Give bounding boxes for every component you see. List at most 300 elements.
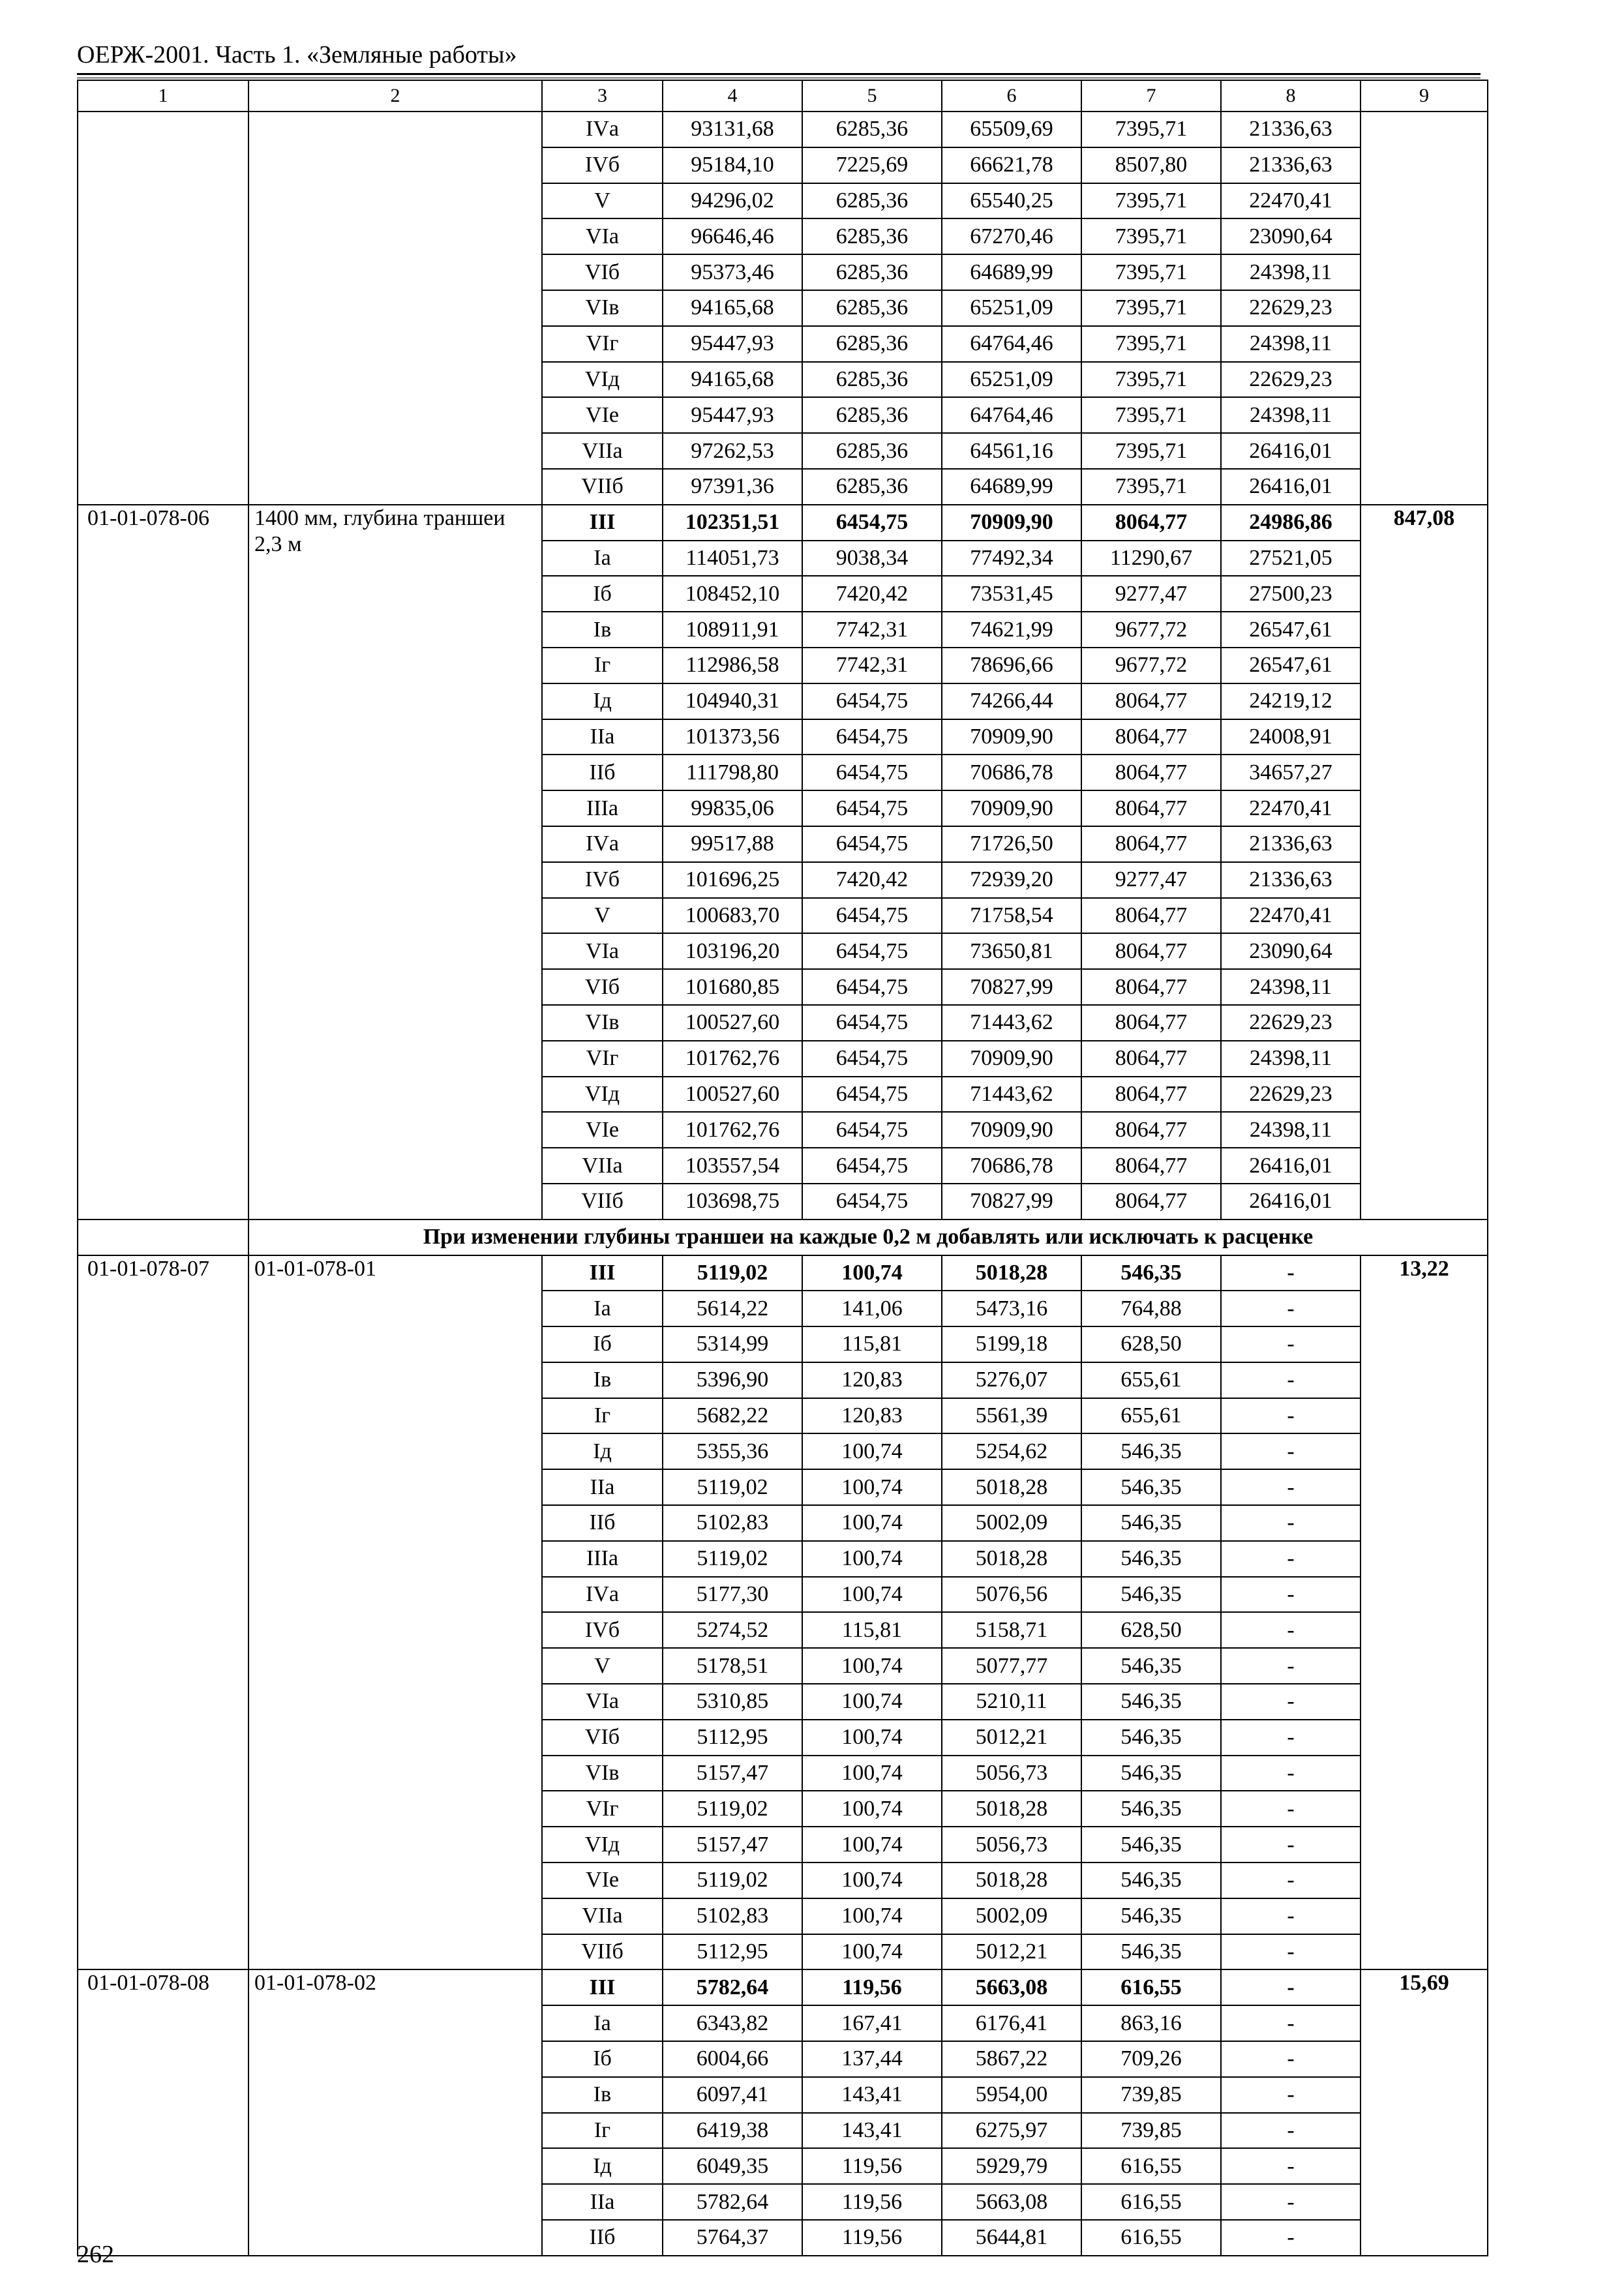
- value-col-5: 6454,75: [802, 505, 942, 541]
- value-col-6: 5002,09: [942, 1505, 1081, 1541]
- value-col-4: 5682,22: [663, 1398, 802, 1434]
- value-col-6: 64561,16: [942, 433, 1081, 469]
- column-number-row: [78, 80, 1488, 112]
- value-col-4: 5764,37: [663, 2220, 802, 2256]
- value-col-4: 6343,82: [663, 2005, 802, 2041]
- value-col-6: 70686,78: [942, 755, 1081, 790]
- value-col-8: -: [1221, 1291, 1361, 1326]
- value-col-8: 26416,01: [1221, 433, 1361, 469]
- value-col-5: 143,41: [802, 2077, 942, 2113]
- value-col-4: 114051,73: [663, 541, 802, 576]
- value-col-8: -: [1221, 1791, 1361, 1827]
- value-col-6: 5663,08: [942, 2184, 1081, 2220]
- value-col-5: 100,74: [802, 1469, 942, 1505]
- value-col-4: 97391,36: [663, 469, 802, 505]
- value-col-7: 8064,77: [1081, 1148, 1221, 1184]
- region-zone: Iб: [542, 1326, 663, 1362]
- value-col-6: 70827,99: [942, 969, 1081, 1005]
- table-row: [78, 1255, 1488, 1291]
- value-col-5: 6454,75: [802, 933, 942, 969]
- value-col-5: 119,56: [802, 2220, 942, 2256]
- region-zone: VIб: [542, 969, 663, 1005]
- region-zone: IIа: [542, 1469, 663, 1505]
- value-col-8: 34657,27: [1221, 755, 1361, 790]
- value-col-6: 5018,28: [942, 1255, 1081, 1291]
- labor-total: 15,69: [1361, 1969, 1488, 2255]
- value-col-6: 5018,28: [942, 1541, 1081, 1577]
- value-col-5: 100,74: [802, 1827, 942, 1863]
- value-col-8: -: [1221, 1612, 1361, 1648]
- region-zone: IVб: [542, 1612, 663, 1648]
- value-col-5: 100,74: [802, 1541, 942, 1577]
- region-zone: VIд: [542, 1077, 663, 1113]
- value-col-5: 6285,36: [802, 112, 942, 147]
- value-col-7: 546,35: [1081, 1934, 1221, 1970]
- value-col-4: 5112,95: [663, 1934, 802, 1970]
- value-col-5: 7742,31: [802, 648, 942, 683]
- value-col-7: 546,35: [1081, 1756, 1221, 1791]
- value-col-5: 119,56: [802, 2148, 942, 2184]
- value-col-6: 70909,90: [942, 790, 1081, 826]
- value-col-5: 6285,36: [802, 183, 942, 219]
- table-row: [78, 505, 1488, 541]
- value-col-5: 120,83: [802, 1362, 942, 1398]
- value-col-6: 74266,44: [942, 683, 1081, 719]
- value-col-6: 73650,81: [942, 933, 1081, 969]
- rate-code: [78, 112, 248, 505]
- value-col-4: 5119,02: [663, 1255, 802, 1291]
- value-col-6: 71443,62: [942, 1077, 1081, 1113]
- region-zone: IVб: [542, 147, 663, 183]
- value-col-4: 5396,90: [663, 1362, 802, 1398]
- value-col-7: 8064,77: [1081, 969, 1221, 1005]
- value-col-7: 8064,77: [1081, 1005, 1221, 1041]
- value-col-7: 8064,77: [1081, 790, 1221, 826]
- value-col-6: 5663,08: [942, 1969, 1081, 2005]
- value-col-4: 5119,02: [663, 1863, 802, 1898]
- value-col-5: 6454,75: [802, 1005, 942, 1041]
- value-col-6: 6176,41: [942, 2005, 1081, 2041]
- value-col-5: 6285,36: [802, 290, 942, 326]
- value-col-4: 5274,52: [663, 1612, 802, 1648]
- value-col-6: 71726,50: [942, 826, 1081, 862]
- value-col-7: 546,35: [1081, 1863, 1221, 1898]
- header-rule-thick: [77, 73, 1481, 75]
- value-col-6: 5012,21: [942, 1934, 1081, 1970]
- value-col-7: 546,35: [1081, 1898, 1221, 1934]
- value-col-8: 21336,63: [1221, 862, 1361, 898]
- value-col-5: 143,41: [802, 2113, 942, 2149]
- value-col-4: 96646,46: [663, 218, 802, 254]
- value-col-8: -: [1221, 1326, 1361, 1362]
- value-col-6: 5954,00: [942, 2077, 1081, 2113]
- value-col-5: 6285,36: [802, 218, 942, 254]
- value-col-5: 6454,75: [802, 1112, 942, 1148]
- labor-total: 847,08: [1361, 505, 1488, 1219]
- value-col-4: 101680,85: [663, 969, 802, 1005]
- region-zone: III: [542, 1969, 663, 2005]
- value-col-4: 5782,64: [663, 2184, 802, 2220]
- value-col-4: 95447,93: [663, 397, 802, 433]
- region-zone: VIе: [542, 397, 663, 433]
- column-header-2: 2: [248, 80, 542, 112]
- value-col-5: 119,56: [802, 1969, 942, 2005]
- value-col-7: 8064,77: [1081, 898, 1221, 934]
- value-col-5: 7420,42: [802, 862, 942, 898]
- region-zone: VIIа: [542, 1148, 663, 1184]
- value-col-8: -: [1221, 1505, 1361, 1541]
- region-zone: IIа: [542, 2184, 663, 2220]
- value-col-6: 70827,99: [942, 1184, 1081, 1219]
- value-col-5: 6285,36: [802, 433, 942, 469]
- value-col-8: 22470,41: [1221, 183, 1361, 219]
- value-col-5: 120,83: [802, 1398, 942, 1434]
- page-number: 262: [77, 2241, 114, 2268]
- value-col-7: 7395,71: [1081, 397, 1221, 433]
- column-header-3: 3: [542, 80, 663, 112]
- region-zone: Iв: [542, 612, 663, 648]
- region-zone: Iг: [542, 2113, 663, 2149]
- note-text: При изменении глубины траншеи на каждые 0,2 м добавлять или исключать к расценке: [248, 1219, 1488, 1255]
- value-col-4: 100527,60: [663, 1005, 802, 1041]
- value-col-5: 100,74: [802, 1505, 942, 1541]
- value-col-7: 546,35: [1081, 1827, 1221, 1863]
- value-col-8: -: [1221, 1577, 1361, 1613]
- value-col-6: 5473,16: [942, 1291, 1081, 1326]
- value-col-7: 8064,77: [1081, 1077, 1221, 1113]
- value-col-6: 70686,78: [942, 1148, 1081, 1184]
- value-col-8: 24008,91: [1221, 719, 1361, 755]
- value-col-6: 71443,62: [942, 1005, 1081, 1041]
- value-col-7: 7395,71: [1081, 218, 1221, 254]
- value-col-8: 22470,41: [1221, 898, 1361, 934]
- value-col-6: 5644,81: [942, 2220, 1081, 2256]
- value-col-5: 6454,75: [802, 898, 942, 934]
- value-col-6: 78696,66: [942, 648, 1081, 683]
- table-row: [78, 1969, 1488, 2005]
- value-col-4: 95184,10: [663, 147, 802, 183]
- region-zone: V: [542, 898, 663, 934]
- region-zone: VIг: [542, 326, 663, 362]
- value-col-6: 5056,73: [942, 1827, 1081, 1863]
- value-col-8: 21336,63: [1221, 112, 1361, 147]
- rate-code: 01-01-078-06: [78, 505, 248, 1219]
- value-col-5: 6285,36: [802, 362, 942, 398]
- value-col-6: 5276,07: [942, 1362, 1081, 1398]
- value-col-4: 95373,46: [663, 254, 802, 290]
- value-col-8: 24398,11: [1221, 969, 1361, 1005]
- value-col-4: 5157,47: [663, 1827, 802, 1863]
- value-col-7: 7395,71: [1081, 362, 1221, 398]
- value-col-8: -: [1221, 1756, 1361, 1791]
- value-col-8: -: [1221, 1541, 1361, 1577]
- note-empty-cell: [78, 1219, 248, 1255]
- value-col-7: 709,26: [1081, 2041, 1221, 2077]
- region-zone: IVб: [542, 862, 663, 898]
- region-zone: VIв: [542, 1756, 663, 1791]
- value-col-8: -: [1221, 1398, 1361, 1434]
- value-col-4: 100527,60: [663, 1077, 802, 1113]
- value-col-4: 111798,80: [663, 755, 802, 790]
- value-col-8: 26416,01: [1221, 1184, 1361, 1219]
- value-col-6: 73531,45: [942, 576, 1081, 612]
- value-col-8: 23090,64: [1221, 218, 1361, 254]
- value-col-4: 5157,47: [663, 1756, 802, 1791]
- value-col-6: 5018,28: [942, 1791, 1081, 1827]
- value-col-6: 5076,56: [942, 1577, 1081, 1613]
- value-col-8: 24398,11: [1221, 326, 1361, 362]
- value-col-8: 22629,23: [1221, 362, 1361, 398]
- region-zone: Iа: [542, 1291, 663, 1326]
- value-col-7: 7395,71: [1081, 112, 1221, 147]
- value-col-4: 101762,76: [663, 1112, 802, 1148]
- value-col-7: 546,35: [1081, 1791, 1221, 1827]
- value-col-4: 6004,66: [663, 2041, 802, 2077]
- rate-description: [248, 112, 542, 505]
- value-col-8: 23090,64: [1221, 933, 1361, 969]
- value-col-6: 77492,34: [942, 541, 1081, 576]
- value-col-5: 100,74: [802, 1934, 942, 1970]
- rate-code: 01-01-078-07: [78, 1255, 248, 1970]
- value-col-4: 5614,22: [663, 1291, 802, 1326]
- value-col-4: 5102,83: [663, 1898, 802, 1934]
- value-col-7: 655,61: [1081, 1398, 1221, 1434]
- value-col-4: 5782,64: [663, 1969, 802, 2005]
- value-col-5: 6285,36: [802, 397, 942, 433]
- value-col-7: 8064,77: [1081, 505, 1221, 541]
- value-col-8: -: [1221, 1827, 1361, 1863]
- value-col-4: 94165,68: [663, 362, 802, 398]
- region-zone: Iв: [542, 2077, 663, 2113]
- value-col-7: 7395,71: [1081, 326, 1221, 362]
- value-col-8: 24986,86: [1221, 505, 1361, 541]
- rate-code: 01-01-078-08: [78, 1969, 248, 2255]
- value-col-4: 100683,70: [663, 898, 802, 934]
- region-zone: VIа: [542, 218, 663, 254]
- region-zone: Iд: [542, 2148, 663, 2184]
- value-col-6: 65251,09: [942, 362, 1081, 398]
- value-col-7: 7395,71: [1081, 290, 1221, 326]
- value-col-5: 137,44: [802, 2041, 942, 2077]
- value-col-5: 119,56: [802, 2184, 942, 2220]
- value-col-7: 9677,72: [1081, 648, 1221, 683]
- column-header-7: 7: [1081, 80, 1221, 112]
- value-col-5: 100,74: [802, 1898, 942, 1934]
- value-col-7: 8064,77: [1081, 1041, 1221, 1077]
- value-col-5: 6285,36: [802, 469, 942, 505]
- region-zone: VIIб: [542, 469, 663, 505]
- value-col-6: 71758,54: [942, 898, 1081, 934]
- region-zone: III: [542, 1255, 663, 1291]
- column-header-1: 1: [78, 80, 248, 112]
- value-col-6: 5018,28: [942, 1863, 1081, 1898]
- value-col-7: 546,35: [1081, 1469, 1221, 1505]
- value-col-8: 21336,63: [1221, 826, 1361, 862]
- region-zone: VIIа: [542, 1898, 663, 1934]
- value-col-8: -: [1221, 1969, 1361, 2005]
- value-col-7: 546,35: [1081, 1684, 1221, 1720]
- value-col-6: 5199,18: [942, 1326, 1081, 1362]
- value-col-6: 5012,21: [942, 1720, 1081, 1756]
- value-col-4: 94165,68: [663, 290, 802, 326]
- region-zone: VIе: [542, 1863, 663, 1898]
- region-zone: VIIб: [542, 1184, 663, 1219]
- region-zone: III: [542, 505, 663, 541]
- value-col-4: 103196,20: [663, 933, 802, 969]
- rate-description: 01-01-078-01: [248, 1255, 542, 1970]
- region-zone: VIIа: [542, 433, 663, 469]
- region-zone: VIб: [542, 254, 663, 290]
- value-col-8: 22470,41: [1221, 790, 1361, 826]
- value-col-4: 101373,56: [663, 719, 802, 755]
- value-col-8: 22629,23: [1221, 290, 1361, 326]
- region-zone: Iв: [542, 1362, 663, 1398]
- value-col-4: 5178,51: [663, 1648, 802, 1684]
- value-col-5: 141,06: [802, 1291, 942, 1326]
- column-header-6: 6: [942, 80, 1081, 112]
- value-col-8: 27500,23: [1221, 576, 1361, 612]
- value-col-6: 72939,20: [942, 862, 1081, 898]
- value-col-7: 863,16: [1081, 2005, 1221, 2041]
- region-zone: IVа: [542, 112, 663, 147]
- region-zone: Iд: [542, 683, 663, 719]
- value-col-6: 66621,78: [942, 147, 1081, 183]
- value-col-6: 5210,11: [942, 1684, 1081, 1720]
- value-col-5: 6454,75: [802, 755, 942, 790]
- value-col-8: -: [1221, 2077, 1361, 2113]
- value-col-8: -: [1221, 1648, 1361, 1684]
- value-col-5: 115,81: [802, 1612, 942, 1648]
- value-col-6: 70909,90: [942, 1112, 1081, 1148]
- value-col-5: 6285,36: [802, 326, 942, 362]
- region-zone: IVа: [542, 826, 663, 862]
- rates-table: [77, 80, 1488, 2256]
- value-col-6: 64764,46: [942, 326, 1081, 362]
- region-zone: IIIа: [542, 1541, 663, 1577]
- region-zone: Iб: [542, 576, 663, 612]
- value-col-7: 7395,71: [1081, 433, 1221, 469]
- value-col-5: 100,74: [802, 1433, 942, 1469]
- value-col-4: 5102,83: [663, 1505, 802, 1541]
- value-col-7: 546,35: [1081, 1255, 1221, 1291]
- value-col-4: 5310,85: [663, 1684, 802, 1720]
- value-col-6: 64689,99: [942, 254, 1081, 290]
- region-zone: VIв: [542, 1005, 663, 1041]
- value-col-6: 5158,71: [942, 1612, 1081, 1648]
- value-col-4: 5355,36: [663, 1433, 802, 1469]
- value-col-5: 6454,75: [802, 790, 942, 826]
- labor-total: 13,22: [1361, 1255, 1488, 1970]
- value-col-4: 5119,02: [663, 1469, 802, 1505]
- value-col-8: -: [1221, 2220, 1361, 2256]
- value-col-8: 22629,23: [1221, 1077, 1361, 1113]
- region-zone: IIб: [542, 1505, 663, 1541]
- value-col-8: 26547,61: [1221, 612, 1361, 648]
- rate-description: 1400 мм, глубина траншеи 2,3 м: [248, 505, 542, 1219]
- value-col-4: 97262,53: [663, 433, 802, 469]
- value-col-4: 108452,10: [663, 576, 802, 612]
- value-col-4: 94296,02: [663, 183, 802, 219]
- region-zone: Iд: [542, 1433, 663, 1469]
- region-zone: VIа: [542, 933, 663, 969]
- value-col-7: 9677,72: [1081, 612, 1221, 648]
- region-zone: Iг: [542, 1398, 663, 1434]
- value-col-4: 5314,99: [663, 1326, 802, 1362]
- value-col-8: 24398,11: [1221, 1112, 1361, 1148]
- value-col-6: 5056,73: [942, 1756, 1081, 1791]
- value-col-8: -: [1221, 1684, 1361, 1720]
- value-col-6: 5254,62: [942, 1433, 1081, 1469]
- region-zone: Iб: [542, 2041, 663, 2077]
- value-col-7: 616,55: [1081, 2220, 1221, 2256]
- value-col-8: -: [1221, 1720, 1361, 1756]
- value-col-4: 99835,06: [663, 790, 802, 826]
- value-col-5: 7742,31: [802, 612, 942, 648]
- value-col-7: 616,55: [1081, 1969, 1221, 2005]
- value-col-8: -: [1221, 2005, 1361, 2041]
- value-col-7: 546,35: [1081, 1433, 1221, 1469]
- value-col-5: 100,74: [802, 1255, 942, 1291]
- value-col-4: 104940,31: [663, 683, 802, 719]
- value-col-4: 103557,54: [663, 1148, 802, 1184]
- region-zone: VIд: [542, 1827, 663, 1863]
- region-zone: VIд: [542, 362, 663, 398]
- value-col-5: 100,74: [802, 1684, 942, 1720]
- value-col-7: 8507,80: [1081, 147, 1221, 183]
- value-col-5: 6454,75: [802, 1077, 942, 1113]
- value-col-8: -: [1221, 2113, 1361, 2149]
- value-col-7: 628,50: [1081, 1326, 1221, 1362]
- value-col-6: 5018,28: [942, 1469, 1081, 1505]
- value-col-6: 5002,09: [942, 1898, 1081, 1934]
- value-col-5: 7225,69: [802, 147, 942, 183]
- value-col-7: 8064,77: [1081, 826, 1221, 862]
- rate-description: 01-01-078-02: [248, 1969, 542, 2255]
- value-col-8: 26547,61: [1221, 648, 1361, 683]
- region-zone: V: [542, 1648, 663, 1684]
- value-col-4: 6097,41: [663, 2077, 802, 2113]
- value-col-7: 739,85: [1081, 2077, 1221, 2113]
- value-col-5: 6285,36: [802, 254, 942, 290]
- value-col-4: 108911,91: [663, 612, 802, 648]
- value-col-8: -: [1221, 1898, 1361, 1934]
- value-col-5: 100,74: [802, 1720, 942, 1756]
- value-col-7: 8064,77: [1081, 1184, 1221, 1219]
- region-zone: Iа: [542, 541, 663, 576]
- value-col-7: 7395,71: [1081, 469, 1221, 505]
- value-col-5: 100,74: [802, 1648, 942, 1684]
- value-col-7: 8064,77: [1081, 683, 1221, 719]
- value-col-6: 5867,22: [942, 2041, 1081, 2077]
- region-zone: IIа: [542, 719, 663, 755]
- note-row: [78, 1219, 1488, 1255]
- value-col-5: 6454,75: [802, 826, 942, 862]
- value-col-5: 167,41: [802, 2005, 942, 2041]
- value-col-4: 5112,95: [663, 1720, 802, 1756]
- value-col-4: 5177,30: [663, 1577, 802, 1613]
- region-zone: IIб: [542, 2220, 663, 2256]
- value-col-8: -: [1221, 2148, 1361, 2184]
- value-col-4: 103698,75: [663, 1184, 802, 1219]
- value-col-8: 24398,11: [1221, 397, 1361, 433]
- value-col-5: 100,74: [802, 1791, 942, 1827]
- value-col-7: 8064,77: [1081, 933, 1221, 969]
- page-header: ОЕРЖ-2001. Часть 1. «Земляные работы»: [77, 41, 517, 68]
- value-col-4: 112986,58: [663, 648, 802, 683]
- value-col-5: 7420,42: [802, 576, 942, 612]
- value-col-6: 5561,39: [942, 1398, 1081, 1434]
- value-col-4: 99517,88: [663, 826, 802, 862]
